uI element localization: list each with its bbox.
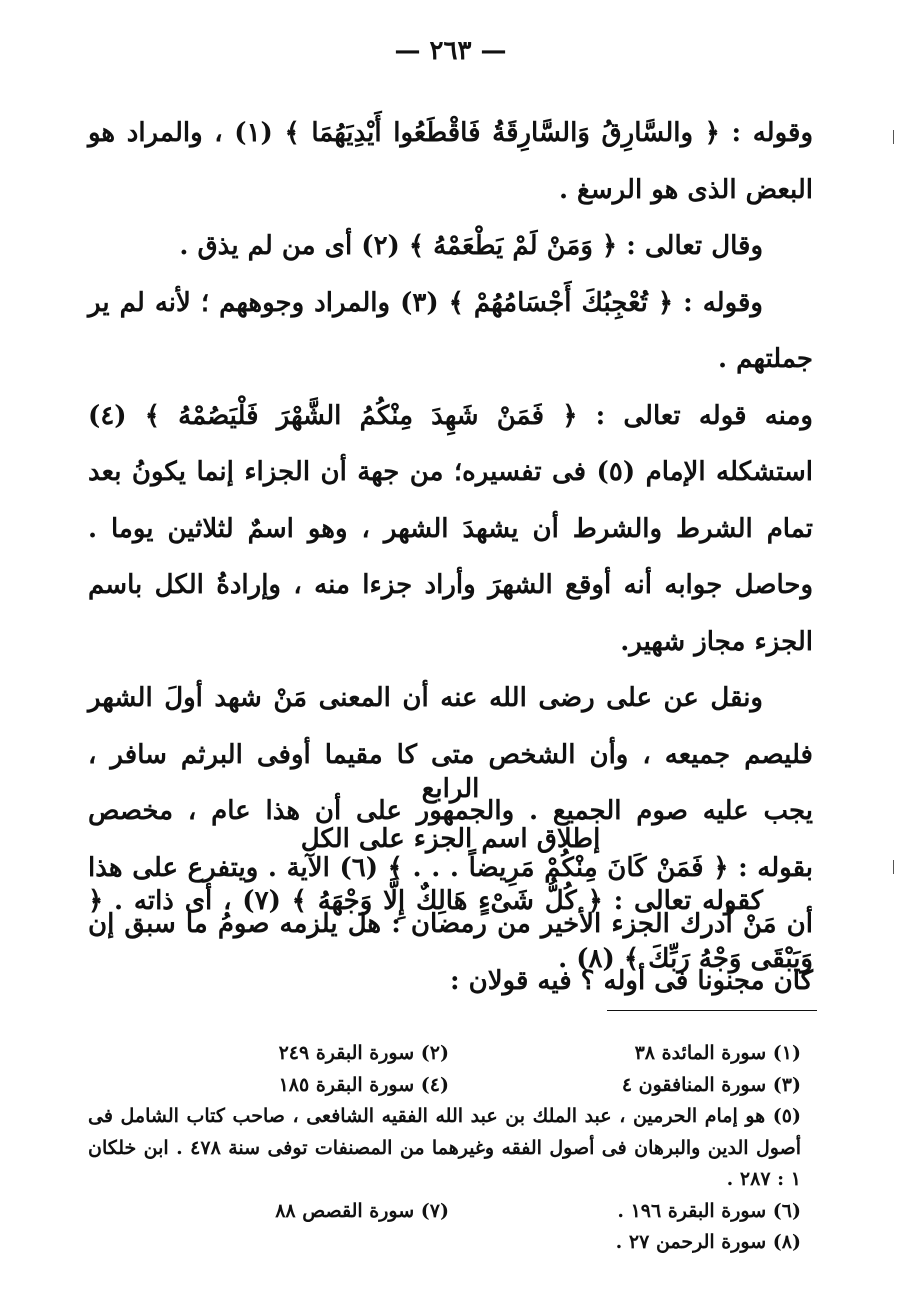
paragraph-3: وقوله : ﴿ تُعْجِبُكَ أَجْسَامُهُمْ ﴾ (٣) والمراد وجوههم ؛ لأنه لم ير جملتهم . <box>88 287 813 374</box>
section-text <box>88 872 813 988</box>
paragraph-4: ومنه قوله تعالى : ﴿ فَمَنْ شَهِدَ مِنْكُمُ الشَّهْرَ فَلْيَصُمْهُ ﴾ (٤) استشكله الإمام (٥) فى تفسيره؛ من جهة أن الجزاء إنما يكونُ بعد تمام الشرط والشرط أن يشهدَ الشهر ، وهو اسمٌ لثلاثين يوما . وحاصل جوابه أنه أوقع الشهرَ وأراد جزءا منه ، وإرادةُ الكل باسم الجزء مجاز شهير. <box>88 400 814 657</box>
footnote-row <box>88 1196 813 1228</box>
paragraph-5: ونقل عن على رضى الله عنه أن المعنى مَنْ شهد أولَ الشهر فليصم جميعه ، وأن الشخص متى كا مقيما أوفى البرثم سافر ، يجب عليه صوم الجميع . والجمهور على أن هذا عام ، مخصص بقوله : ﴿ فَمَنْ كَانَ مِنْكُمْ مَرِيضاً . . . ﴾ (٦) الآية . ويتفرع على هذا أن مَنْ أدرك الجزء الأخير من رمضان : هل يلزمه صومُ ما سبق إن كان مجنونا فى أوله ؟ فيه قولان : <box>88 683 813 996</box>
section-heading <box>88 764 813 864</box>
scan-edge-mark <box>893 860 894 874</box>
footnote-divider <box>607 1010 817 1011</box>
footnote-6: (٦) سورة البقرة ١٩٦ . <box>617 1199 801 1222</box>
footnote-1: (١) سورة المائدة ٣٨ <box>634 1042 801 1064</box>
page-number: — ٢٦٣ — <box>394 36 507 66</box>
paragraph-6: كقوله تعالى : ﴿ كُلُّ شَىْءٍ هَالِكٌ إِلَّا وَجْهَهُ ﴾ (٧) ، أى ذاته . ﴿ وَيَبْقَى وَجْهُ رَبِّكَ ﴾ (٨) . <box>88 886 813 974</box>
footnote-7: (٧) سورة القصص ٨٨ <box>275 1199 449 1222</box>
footnote-5: (٥) هو إمام الحرمين ، عبد الملك بن عبد الله الفقيه الشافعى ، صاحب كتاب الشامل فى أصول الدين والبرهان فى أصول الفقه وغيرهما من المصنفات توفى سنة ٤٧٨ . ابن خلكان ١ : ٢٨٧ . <box>88 1105 801 1190</box>
footnote-row <box>88 1227 813 1259</box>
scan-edge-mark <box>893 130 894 144</box>
paragraph-2: وقال تعالى : ﴿ وَمَنْ لَمْ يَطْعَمْهُ ﴾ (٢) أى من لم يذق . <box>179 231 763 261</box>
paragraph-1: وقوله : ﴿ والسَّارِقُ وَالسَّارِقَةُ فَاقْطَعُوا أَيْدِيَهُمَا ﴾ (١) ، والمراد هو البعض الذى هو الرسغ . <box>88 118 814 205</box>
section-title: إطلاق اسم الجزء على الكل <box>300 824 601 854</box>
footnote-row <box>88 1070 813 1102</box>
footnote-4: (٤) سورة البقرة ١٨٥ <box>278 1073 449 1096</box>
footnote-row <box>88 1038 813 1070</box>
footnote-2: (٢) سورة البقرة ٢٤٩ <box>278 1042 449 1064</box>
footnote-8: (٨) سورة الرحمن ٢٧ . <box>615 1231 801 1253</box>
footnote-3: (٣) سورة المنافقون ٤ <box>621 1073 801 1096</box>
footnotes <box>88 1038 813 1259</box>
section-number: الرابع <box>421 774 480 804</box>
